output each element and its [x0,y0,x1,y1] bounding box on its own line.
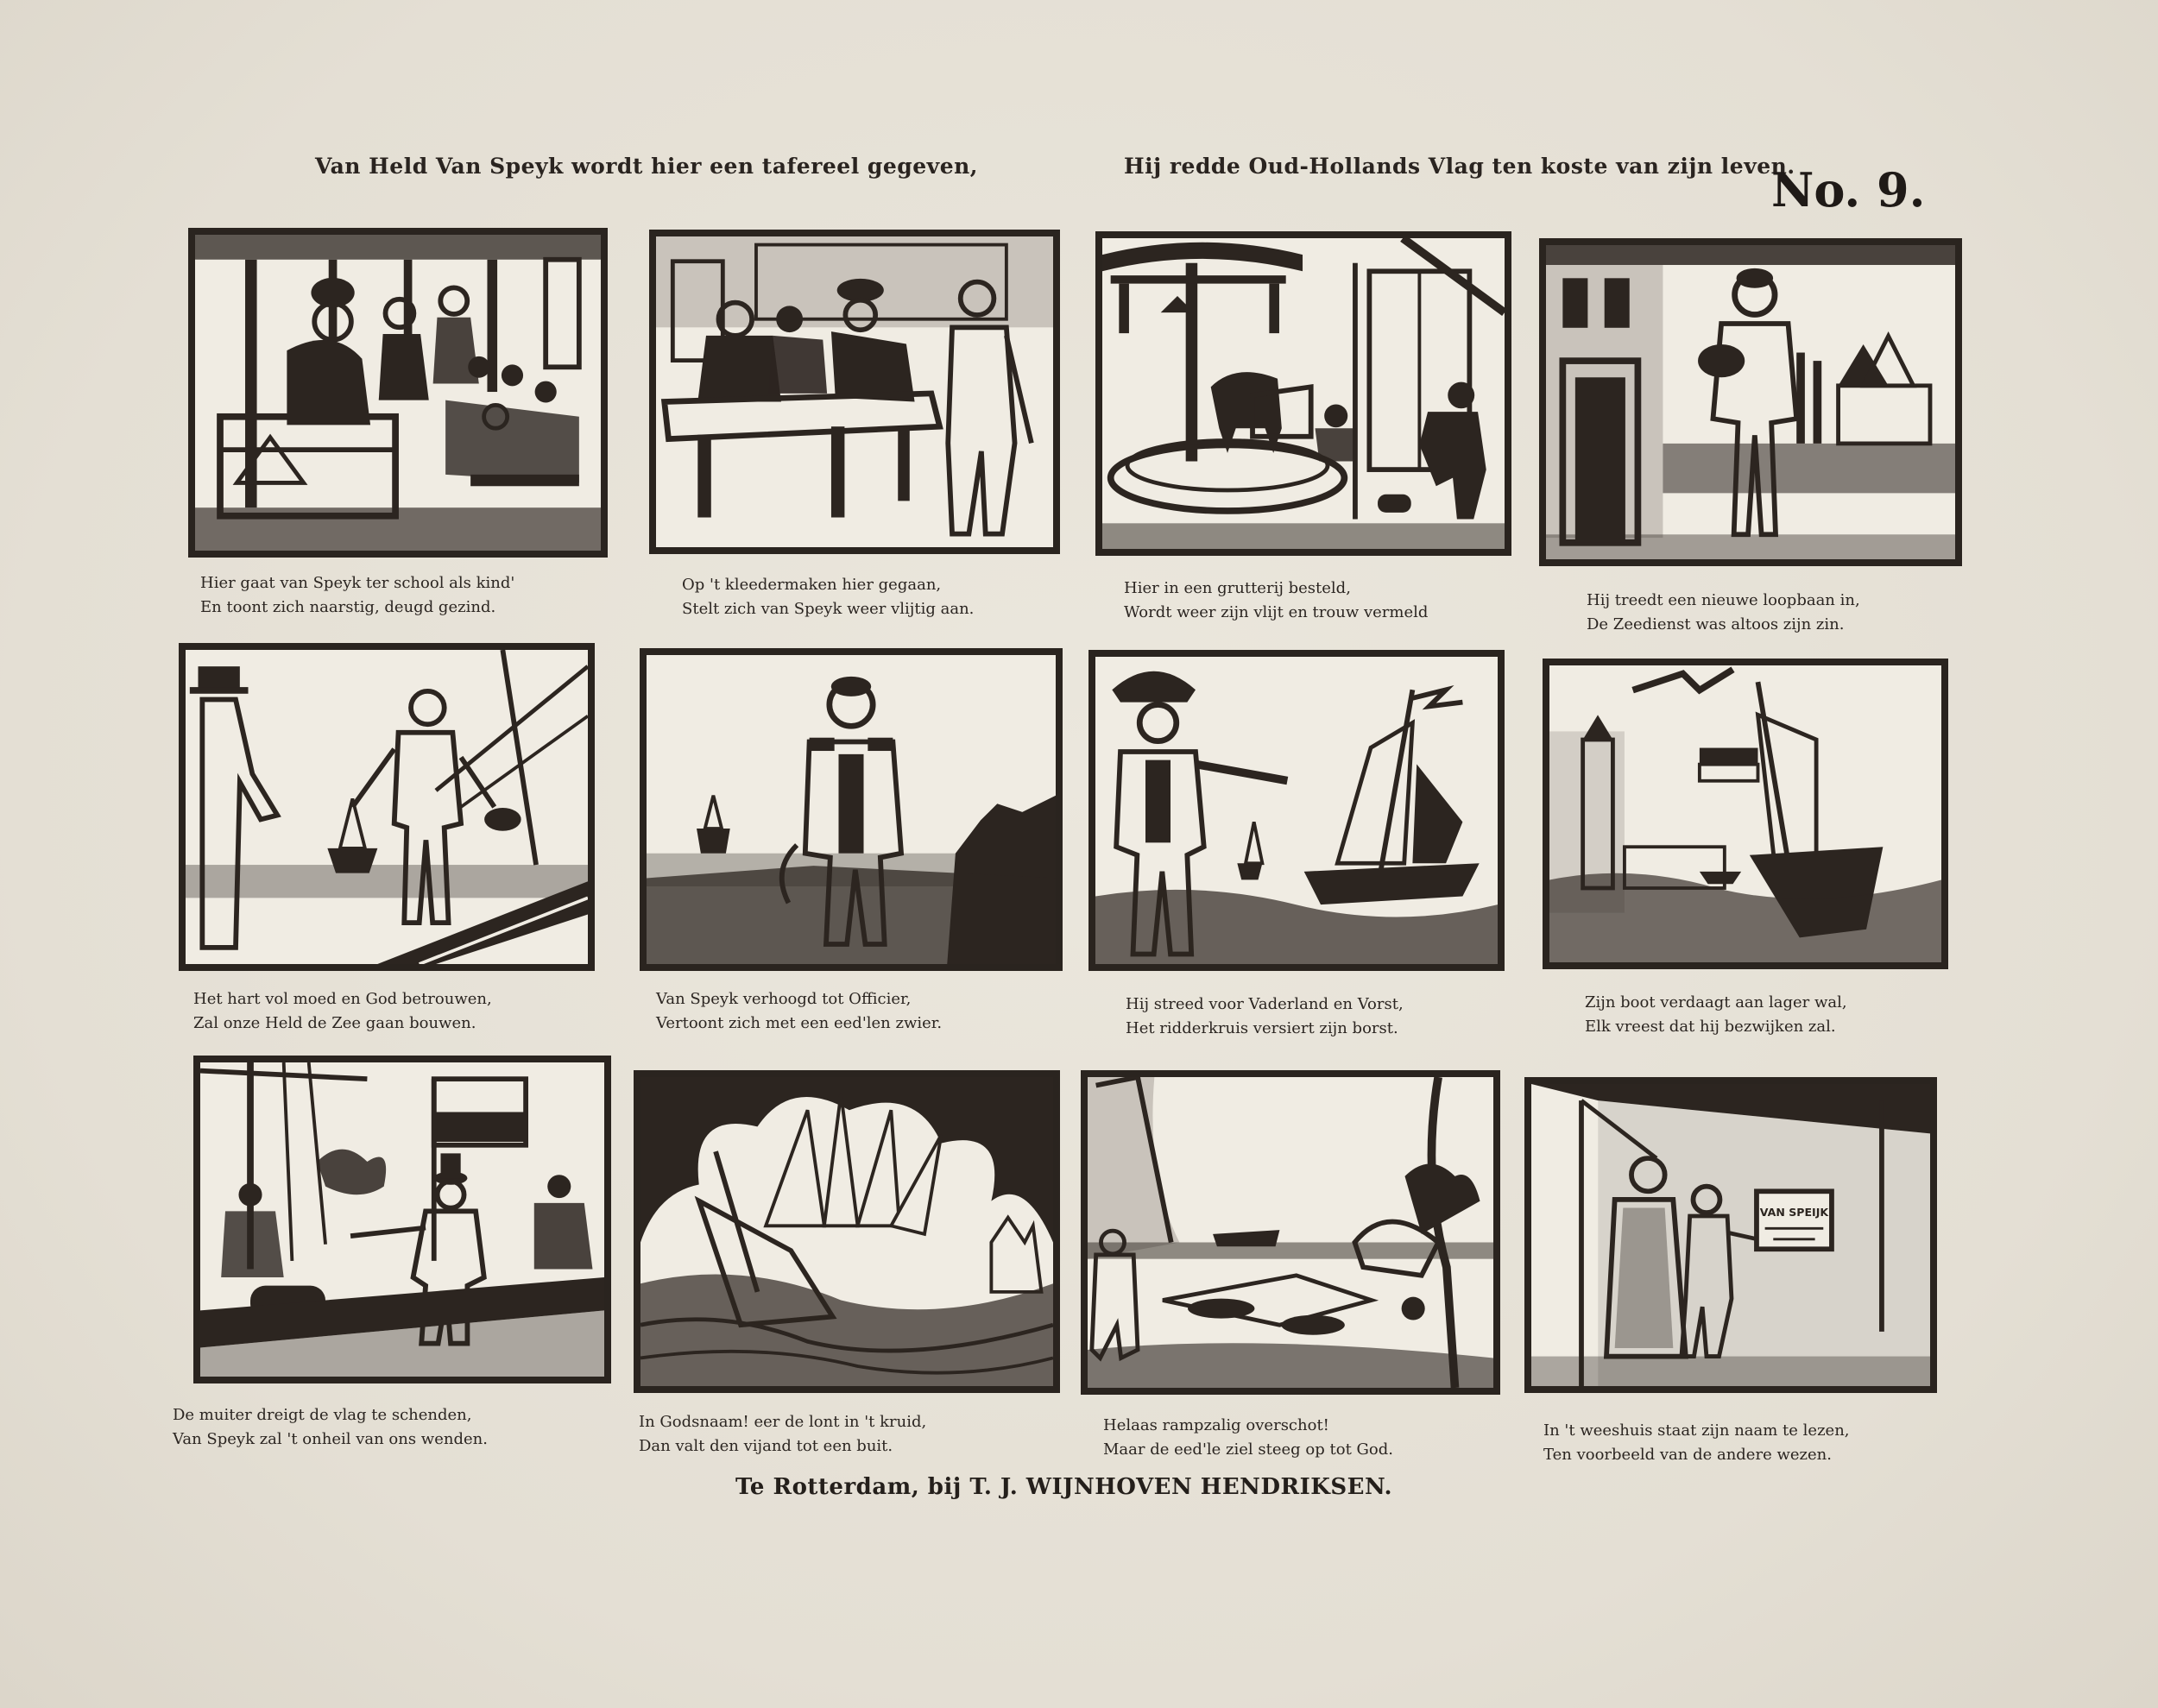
panel-12-caption-line-2: Ten voorbeeld van de andere wezen. [1543,1446,1832,1464]
panel-12-caption-line-1: In 't weeshuis staat zijn naam te lezen, [1543,1421,1850,1440]
panel-6-caption-line-1: Van Speyk verhoogd tot Officier, [656,990,912,1008]
panel-3-mill [1095,231,1511,556]
panel-2-caption-line-1: Op 't kleedermaken hier gegaan, [682,576,942,594]
panel-3-caption [1124,577,1428,625]
panel-1-caption [200,571,514,620]
panel-10-caption-line-2: Dan valt den vijand tot een buit. [639,1437,893,1455]
panel-5-caption-line-2: Zal onze Held de Zee gaan bouwen. [193,1014,476,1032]
horse-mill-icon [1102,238,1505,549]
header-line-left: Van Held Van Speyk wordt hier een tafereel gegeven, [315,154,978,179]
panel-3-caption-line-1: Hier in een grutterij besteld, [1124,579,1351,597]
sheet-number: No. 9. [1771,162,1926,217]
panel-6-caption-line-2: Vertoont zich met een eed'len zwier. [656,1014,943,1032]
panel-12-orphanage [1524,1077,1937,1393]
panel-10-caption [639,1410,926,1459]
orphanage-sign-text: VAN SPEIJK [1759,1206,1829,1219]
panel-7-caption [1126,993,1404,1041]
panel-8-caption [1585,991,1847,1039]
header-line-right: Hij redde Oud-Hollands Vlag ten koste van zijn leven. [1124,154,1795,179]
panel-6-officer [640,648,1063,971]
panel-4-young-man [1539,238,1962,566]
officer-icon [647,655,1056,964]
wreckage-shore-icon [1088,1077,1493,1388]
panel-8-caption-line-2: Elk vreest dat hij bezwijken zal. [1585,1018,1836,1036]
orphanage-plaque-icon [1531,1084,1930,1386]
printer-imprint: Te Rotterdam, bij T. J. WIJNHOVEN HENDRIKSEN. [735,1474,1393,1500]
panel-5-caption [193,987,492,1036]
tailor-workshop-icon [656,236,1053,547]
panel-1-caption-line-2: En toont zich naarstig, deugd gezind. [200,598,496,616]
young-man-icon [1546,245,1955,559]
panel-7-caption-line-2: Het ridderkruis versiert zijn borst. [1126,1019,1398,1037]
panel-8-boat-ashore [1543,659,1948,969]
knighted-officer-icon [1095,657,1498,964]
panel-8-caption-line-1: Zijn boot verdaagt aan lager wal, [1585,993,1847,1012]
panel-11-caption-line-1: Helaas rampzalig overschot! [1103,1416,1329,1434]
panel-9-caption-line-1: De muiter dreigt de vlag te schenden, [173,1406,472,1424]
panel-2-caption [682,573,974,621]
panel-6-caption [656,987,942,1036]
panel-7-caption-line-1: Hij streed voor Vaderland en Vorst, [1126,995,1404,1013]
panel-5-caption-line-1: Het hart vol moed en God betrouwen, [193,990,492,1008]
panel-4-caption-line-1: Hij treedt een nieuwe loopbaan in, [1587,591,1860,609]
panel-4-caption-line-2: De Zeedienst was altoos zijn zin. [1587,615,1845,633]
panel-9-mutiny [193,1056,611,1383]
departure-quay-icon [186,650,588,964]
schoolroom-scene-icon [195,235,601,551]
panel-7-knighted-officer [1088,650,1505,971]
panel-3-caption-line-2: Wordt weer zijn vlijt en trouw vermeld [1124,603,1429,621]
panel-10-explosion [634,1070,1060,1393]
panel-9-caption [173,1403,488,1452]
panel-11-wreckage [1081,1070,1500,1395]
panel-11-caption [1103,1414,1393,1462]
panel-12-caption [1543,1419,1850,1467]
panel-11-caption-line-2: Maar de eed'le ziel steeg op tot God. [1103,1440,1393,1459]
panel-5-departure [179,643,595,971]
panel-2-tailor [649,230,1060,554]
mutiny-deck-icon [200,1062,604,1377]
panel-2-caption-line-2: Stelt zich van Speyk weer vlijtig aan. [682,600,975,618]
explosion-icon [640,1077,1053,1386]
panel-4-caption [1587,589,1860,637]
boat-ashore-icon [1549,665,1941,962]
panel-10-caption-line-1: In Godsnaam! eer de lont in 't kruid, [639,1413,927,1431]
panel-1-schoolroom [188,228,608,558]
panel-9-caption-line-2: Van Speyk zal 't onheil van ons wenden. [173,1430,488,1448]
panel-1-caption-line-1: Hier gaat van Speyk ter school als kind' [200,574,515,592]
